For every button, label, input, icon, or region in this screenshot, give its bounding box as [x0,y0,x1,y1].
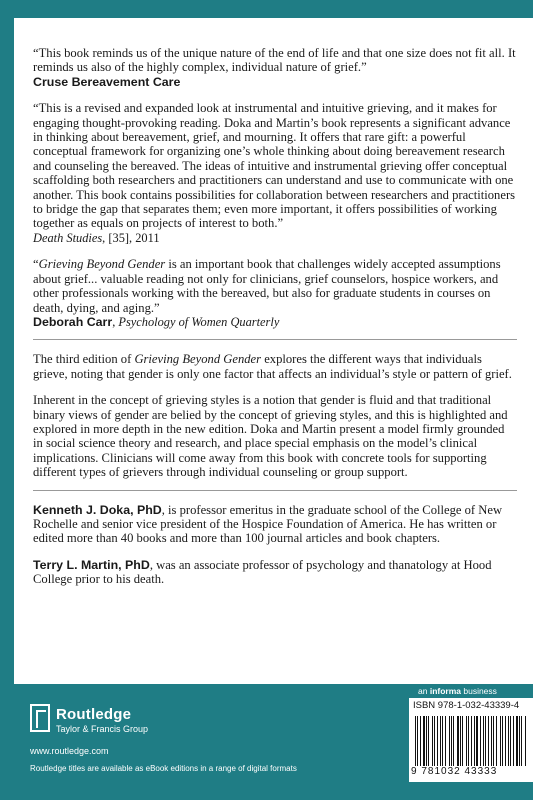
divider-1 [33,339,517,340]
barcode-stripe [510,716,511,766]
barcode-stripe [451,716,452,766]
barcode-digits: 9 781032 43333 [411,766,498,777]
barcode-stripe [417,716,418,766]
barcode-stripe [485,716,486,766]
quote-3-title: Grieving Beyond Gender [38,257,166,272]
barcode-stripe [474,716,475,766]
desc-1-pre: The third edition of [33,352,135,367]
barcode-stripe [453,716,454,766]
barcode-stripe [505,716,506,766]
author-1-name: Kenneth J. Doka, PhD [33,502,162,517]
barcode-stripe [415,716,416,766]
publisher-name: Routledge [56,706,132,723]
barcode-stripe [519,716,520,766]
barcode-stripe [488,716,489,766]
quote-3-open: “ [33,257,39,272]
quote-3-author: Deborah Carr [33,314,113,329]
barcode-stripe [445,716,446,766]
barcode-stripe [476,716,478,766]
ebook-note: Routledge titles are available as eBook editions in a range of digital formats [30,764,297,773]
barcode-stripe [462,716,463,766]
informa-business-label: an informa business [418,686,497,696]
informa-brand: informa [429,686,461,696]
barcode-stripe [466,716,467,766]
barcode-stripe [525,716,526,766]
quote-3-text [33,257,517,315]
text-panel [14,18,533,684]
quote-1-source: Cruse Bereavement Care [33,74,181,89]
quote-2-journal: Death Studies [33,230,103,245]
barcode-stripe [521,716,522,766]
barcode-stripe [516,716,518,766]
isbn-barcode [409,698,533,782]
barcode-stripe [471,716,472,766]
divider-2 [33,490,517,491]
barcode-stripe [496,716,497,766]
barcode-stripe [434,716,435,766]
barcode-stripe [420,716,421,766]
barcode-stripe [440,716,441,766]
barcode-stripe [432,716,433,766]
isbn-text: ISBN 978-1-032-43339-4 [413,700,520,711]
barcode-stripe [449,716,450,766]
quote-2-detail: , [35], 2011 [102,230,160,245]
barcode-icon [415,716,527,766]
publisher-group: Taylor & Francis Group [56,724,149,734]
barcode-stripe [457,716,459,766]
barcode-stripe [502,716,503,766]
publisher-url: www.routledge.com [30,746,109,756]
cover-text [33,46,517,587]
author-1-bio [33,503,517,546]
quote-3-journal: Psychology of Women Quarterly [118,314,280,329]
barcode-stripe [428,716,429,766]
desc-1-post: explores the different ways that individuals grieve, noting that gender is only one factor that affects an individual’s style or pattern of grief. [33,352,512,381]
barcode-stripe [483,716,484,766]
barcode-stripe [508,716,509,766]
description-paragraph-2: Inherent in the concept of grieving styles is a notion that gender is fluid and that traditional binary views of gender are belied by the concept of grieving styles, and this is highlighted and explored in more depth in the new edition. Doka and Martin present a model firmly grounded in social science theory and research, and place special emphasis on the model’s clinical implications. Clinicians will come away from this book with concrete tools for supporting different types of grievers through individual counseling or group support. [33,393,508,480]
author-2-bio [33,558,517,587]
barcode-stripe [426,716,427,766]
cover-footer [30,684,520,800]
barcode-stripe [460,716,461,766]
barcode-stripe [423,716,425,766]
quote-3-source: Deborah Carr, Psychology of Women Quarterly [33,314,280,329]
quote-3-rest: is an important book that challenges widely accepted assumptions about grief... valuable reading not only for clinicians, grief counselors, hospice workers, and other professionals working with the bereaved, but also for graduate students in courses on death, dying, and aging.” [33,257,501,315]
barcode-stripe [480,716,481,766]
barcode-stripe [442,716,444,766]
quote-2-text: “This is a revised and expanded look at instrumental and intuitive grieving, and it makes for engaging thought-provoking reading. Doka and Martin’s book represents a significant advance in thinking about bereavement, grief, and mourning. It offers that rare gift: a powerful conceptual framework for organizing one’s whole thinking about doing bereavement research and counseling the bereaved. The ideas of intuitive and instrumental grieving offer conceptual scaffolding both researchers and practitioners can understand and use to communicate with one another. This book contains possibilities for collaboration between researchers and practitioners to bridge the gap that separates them; even more important, it offers possibilities of working together as equals on projects of interest to both.” [33,101,516,231]
author-2-name: Terry L. Martin, PhD [33,557,150,572]
barcode-stripe [468,716,469,766]
barcode-stripe [500,716,501,766]
quote-2-source [33,231,517,245]
barcode-stripe [513,716,514,766]
quote-1-text: “This book reminds us of the unique nature of the end of life and that one size does not fit all. It reminds us also of the highly complex, individual nature of grief.” [33,46,516,75]
author-2-text: , was an associate professor of psychology and thanatology at Hood College prior to his death. [33,557,492,587]
barcode-stripe [491,716,492,766]
barcode-stripe [493,716,495,766]
author-1-text: , is professor emeritus in the graduate school of the College of New Rochelle and senior vice president of the Hospice Foundation of America. He has written or edited more than 40 books and more than 100 journal articles and book chapters. [33,502,503,546]
routledge-logo-icon [30,704,50,732]
description-paragraph-1 [33,352,517,381]
barcode-stripe [437,716,438,766]
desc-1-title: Grieving Beyond Gender [134,352,262,367]
